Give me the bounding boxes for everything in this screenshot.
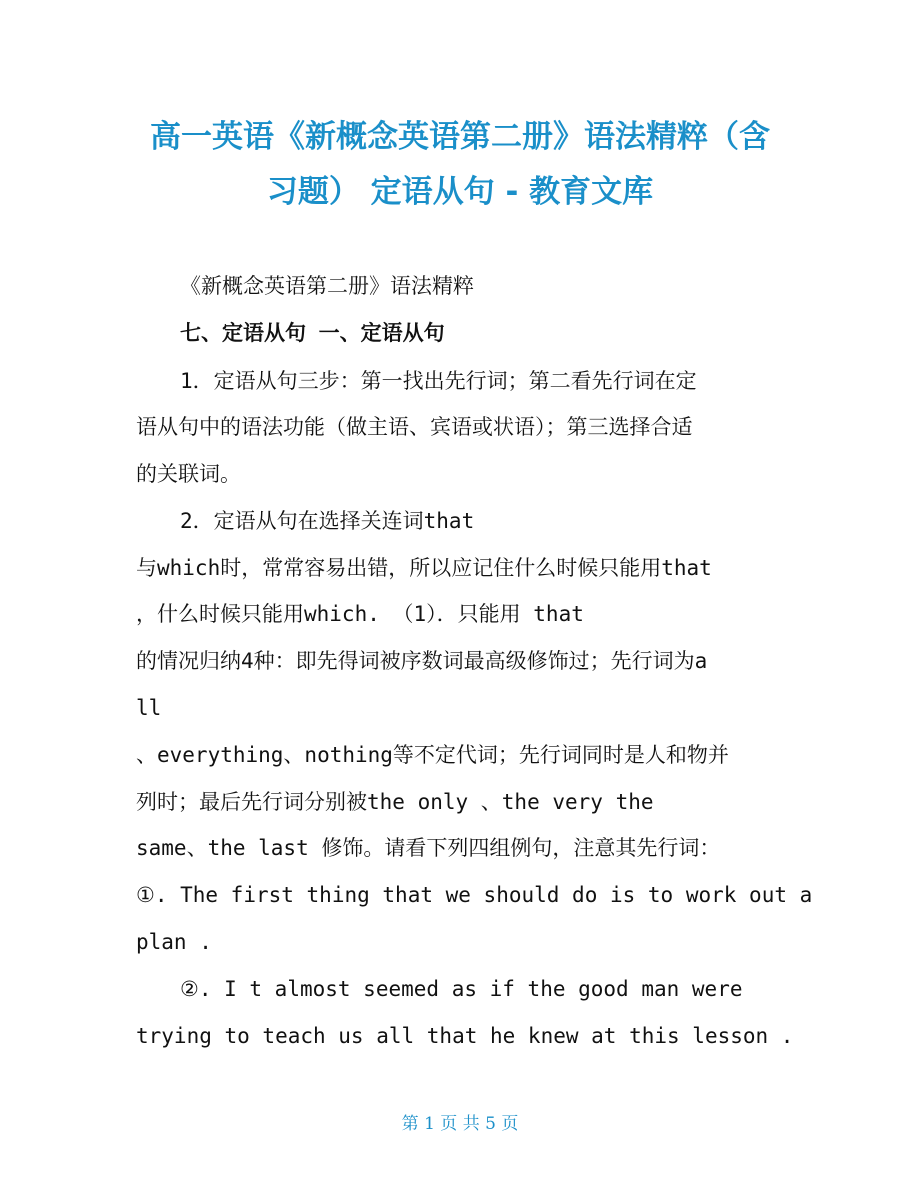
paragraph-line: 的关联词。 bbox=[136, 462, 241, 486]
example-sentence-1-continued: plan . bbox=[136, 930, 212, 954]
paragraph-line: 与which时，常常容易出错，所以应记住什么时候只能用that bbox=[136, 556, 712, 580]
document-title-line-2: 习题） 定语从句 - 教育文库 bbox=[266, 174, 654, 210]
paragraph-line: 语从句中的语法功能（做主语、宾语或状语）；第三选择合适 bbox=[136, 415, 693, 439]
example-sentence-2: ②. I t almost seemed as if the good man were bbox=[180, 977, 743, 1001]
document-title-line-1: 高一英语《新概念英语第二册》语法精粹（含 bbox=[150, 119, 770, 155]
paragraph-line: 1．定语从句三步：第一找出先行词；第二看先行词在定 bbox=[180, 369, 697, 393]
example-sentence-2-continued: trying to teach us all that he knew at this lesson . bbox=[136, 1024, 794, 1048]
subtitle: 《新概念英语第二册》语法精粹 bbox=[180, 274, 474, 298]
paragraph-line: 2．定语从句在选择关连词that bbox=[180, 509, 475, 533]
paragraph-line: 、everything、nothing等不定代词；先行词同时是人和物并 bbox=[136, 743, 729, 767]
paragraph-line: ，什么时候只能用which. （1）．只能用 that bbox=[136, 602, 584, 626]
example-sentence-1: ①. The first thing that we should do is to work out a bbox=[136, 883, 813, 907]
section-heading: 七、定语从句 一、定语从句 bbox=[180, 321, 445, 345]
paragraph-line: 列时；最后先行词分别被the only 、the very the bbox=[136, 790, 654, 814]
paragraph-line: same、the last 修饰。请看下列四组例句，注意其先行词： bbox=[136, 836, 721, 860]
paragraph-line: ll bbox=[136, 696, 162, 720]
page-number-footer: 第 1 页 共 5 页 bbox=[401, 1114, 519, 1134]
paragraph-line: 的情况归纳4种：即先得词被序数词最高级修饰过；先行词为a bbox=[136, 649, 708, 673]
